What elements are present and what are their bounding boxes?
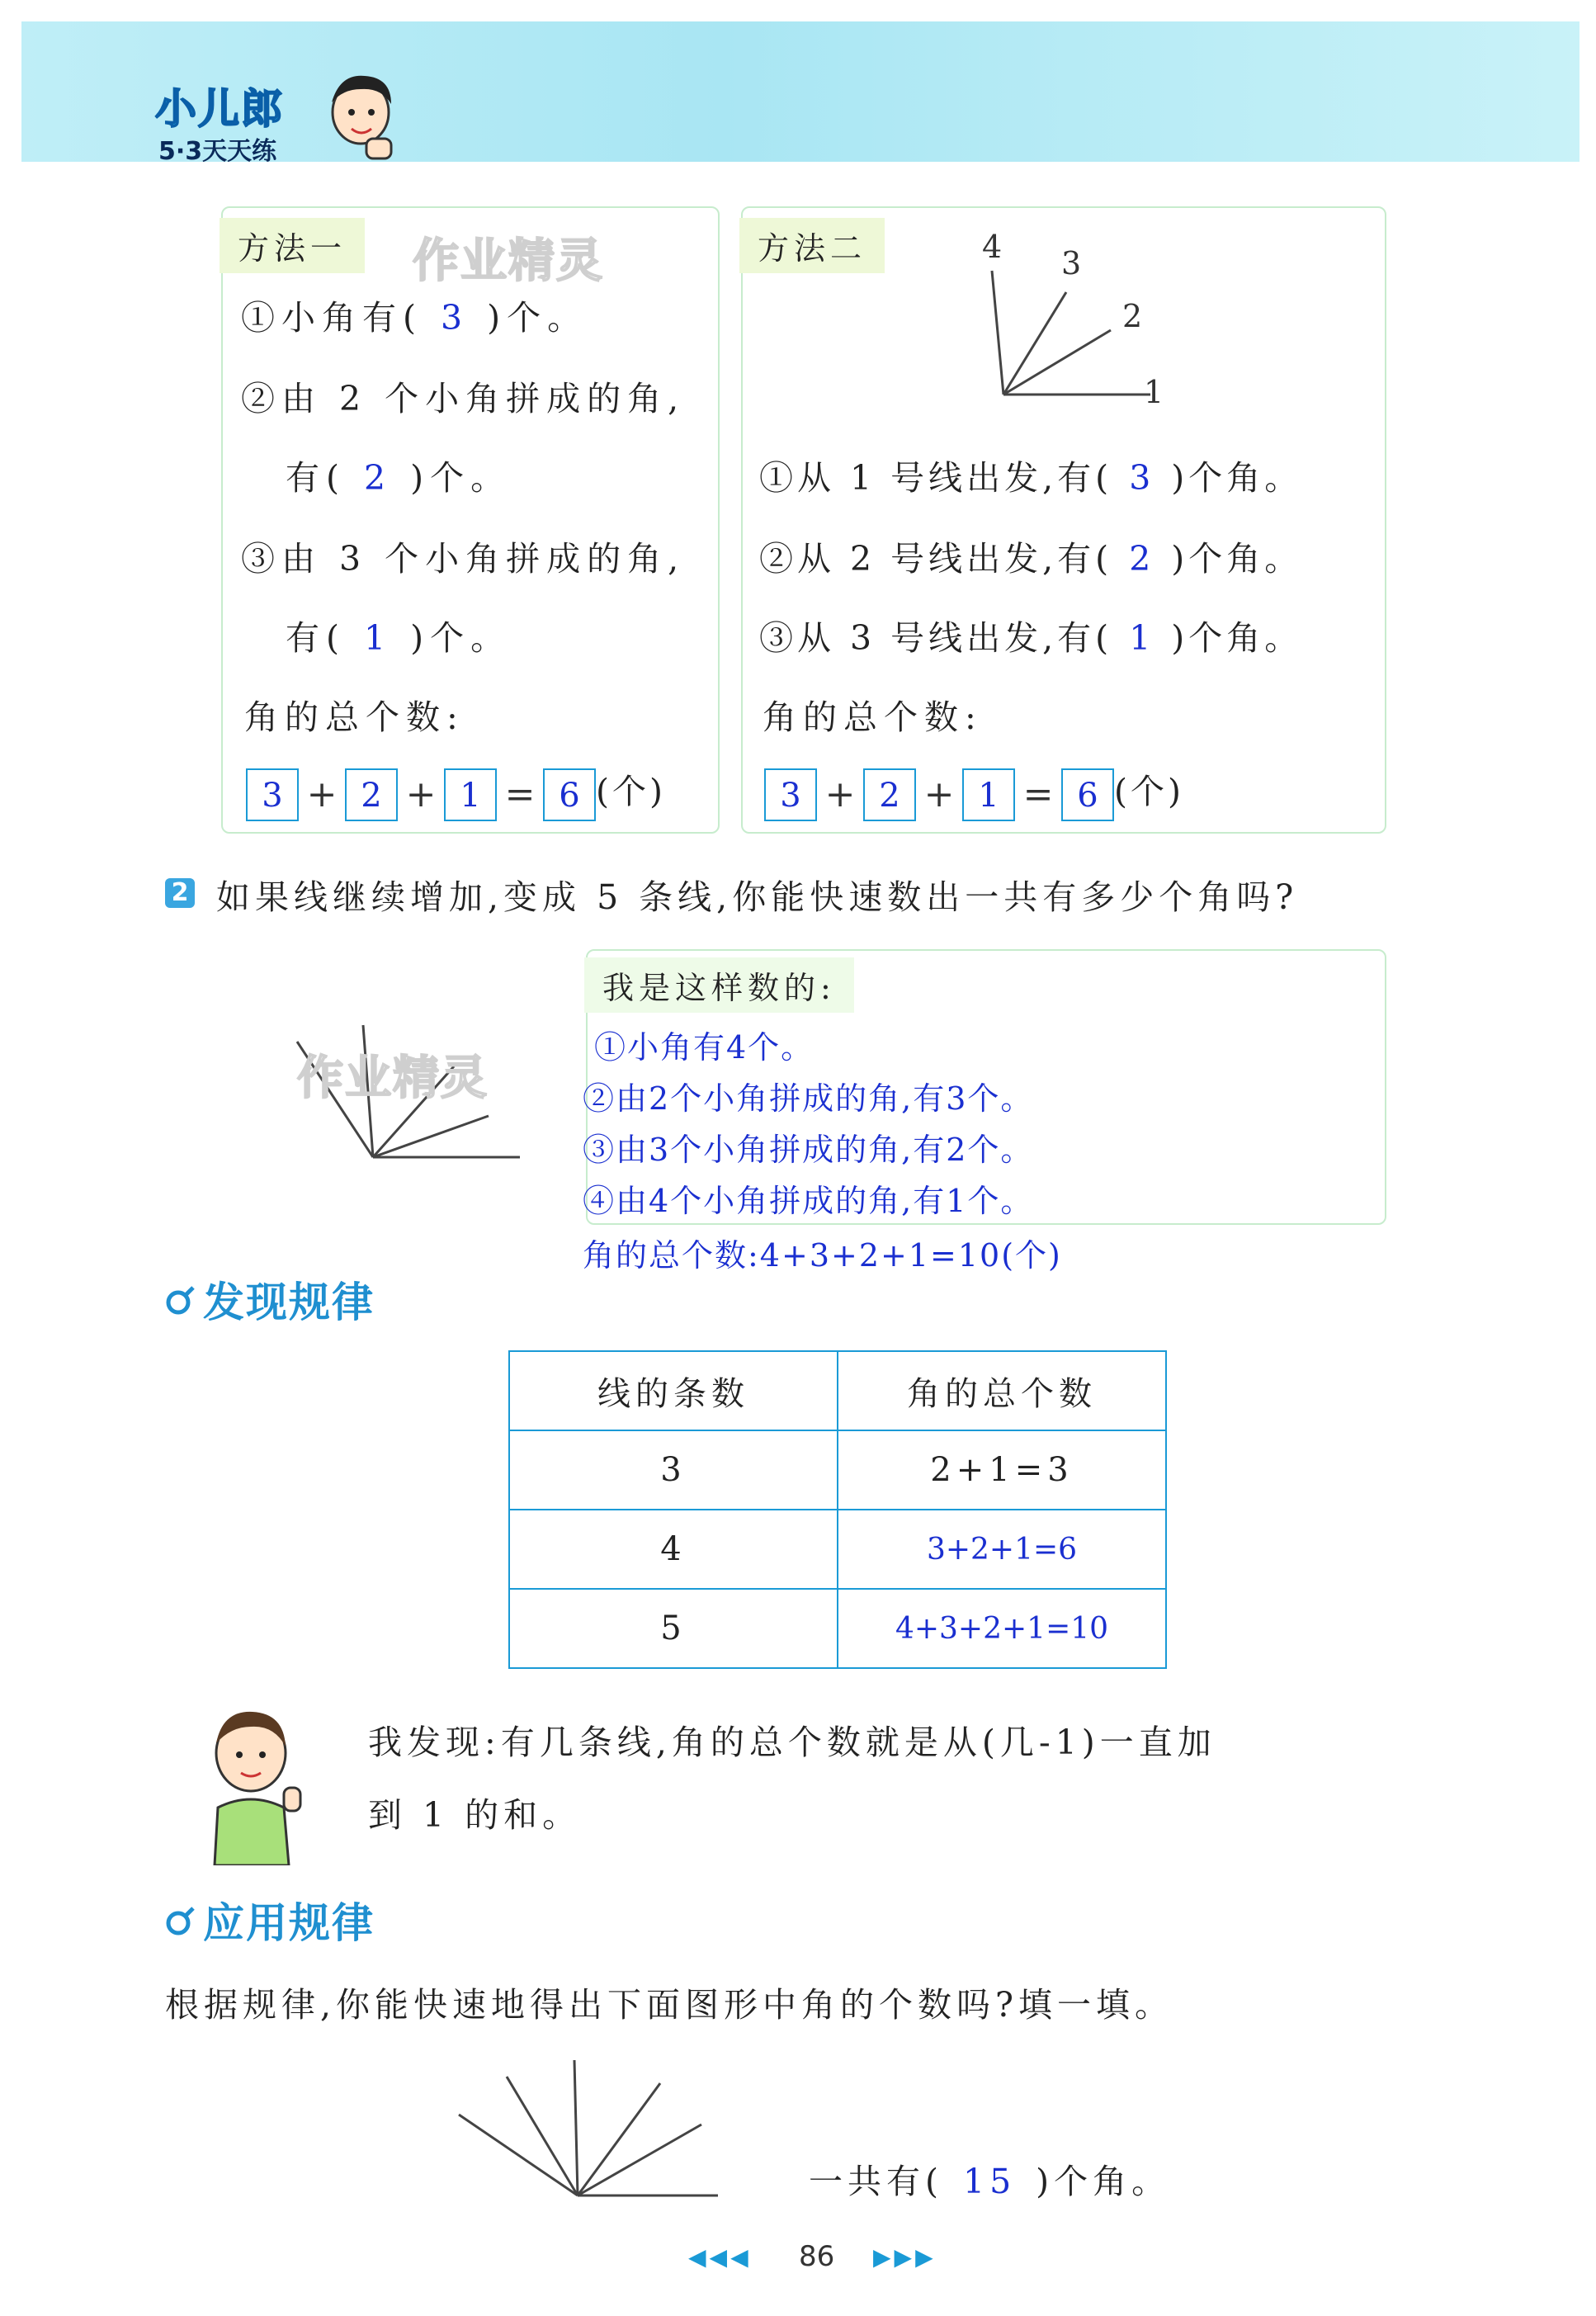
answer-total-angles: 15 [963, 2162, 1017, 2201]
answer-from-line-1: 3 [1129, 458, 1155, 498]
pattern-table [508, 1350, 1167, 1669]
method-two-line2: ②从 2 号线出发,有( 2 )个角。 [759, 539, 1303, 579]
ray-label-1: 1 [1144, 374, 1164, 410]
method-one-line2b: 有( 2 )个。 [286, 458, 512, 498]
answer-from-line-2: 2 [1129, 539, 1155, 579]
method-two-tag: 方法二 [739, 218, 885, 273]
discover-section-title: 发现规律 [203, 1279, 375, 1326]
method-two-line1: ①从 1 号线出发,有( 3 )个角。 [759, 458, 1303, 498]
ray-label-3: 3 [1061, 245, 1082, 281]
counting-answer-line: ①小角有4个。 [594, 1029, 815, 1066]
watermark: 作业精灵 [297, 1052, 489, 1105]
equation-box: 3 [246, 768, 299, 821]
method-two-total-label: 角的总个数: [763, 697, 983, 737]
table-header: 线的条数 [509, 1351, 838, 1430]
table-cell: 2+1=3 [838, 1430, 1166, 1510]
four-ray-angle-diagram [949, 223, 1180, 413]
method-two-line3: ③从 3 号线出发,有( 1 )个角。 [759, 618, 1303, 658]
counting-answer-line: ③由3个小角拼成的角,有2个。 [583, 1132, 1034, 1168]
answer-three-angle: 1 [364, 618, 393, 658]
table-header: 角的总个数 [838, 1351, 1166, 1430]
method-two-equation: 3 + 2 + 1 = 6 (个) [764, 764, 1184, 821]
table-row [509, 1589, 1166, 1668]
method-one-equation: 3 + 2 + 1 = 6 (个) [246, 764, 666, 821]
question-2-text: 如果线继续增加,变成 5 条线,你能快速数出一共有多少个角吗? [216, 877, 1299, 917]
counting-answer-line: ④由4个小角拼成的角,有1个。 [583, 1183, 1034, 1219]
equation-box: 6 [1061, 768, 1114, 821]
section-marker-icon [163, 1284, 196, 1317]
counting-answer-total: 角的总个数:4+3+2+1=10(个) [583, 1237, 1062, 1274]
table-cell: 5 [509, 1589, 838, 1668]
table-answer-cell: 3+2+1=6 [838, 1510, 1166, 1589]
equation-box: 1 [444, 768, 497, 821]
section-marker-icon [163, 1905, 196, 1938]
table-answer-cell: 4+3+2+1=10 [838, 1589, 1166, 1668]
apply-answer-line: 一共有( 15 )个角。 [809, 2162, 1171, 2201]
previous-page-icon[interactable]: ◀◀◀ [688, 2243, 752, 2271]
equation-box: 1 [962, 768, 1015, 821]
ray-label-4: 4 [982, 229, 1003, 265]
counting-answer-line: ②由2个小角拼成的角,有3个。 [583, 1080, 1034, 1117]
apply-prompt: 根据规律,你能快速地得出下面图形中角的个数吗?填一填。 [165, 1985, 1174, 2025]
method-one-total-label: 角的总个数: [244, 697, 465, 737]
answer-small-angles: 3 [441, 298, 470, 338]
counting-box-title: 我是这样数的: [584, 957, 854, 1013]
table-cell: 4 [509, 1510, 838, 1589]
watermark: 作业精灵 [413, 234, 604, 288]
equation-box: 3 [764, 768, 817, 821]
equation-box: 6 [543, 768, 596, 821]
apply-section-title: 应用规律 [203, 1899, 375, 1947]
ray-label-2: 2 [1122, 298, 1143, 334]
method-one-tag: 方法一 [220, 218, 365, 273]
method-one-line3: ③由 3 个小角拼成的角, [241, 539, 686, 579]
method-one-line1: ①小角有( 3 )个。 [241, 298, 588, 338]
equation-box: 2 [345, 768, 398, 821]
finding-line-2: 到 1 的和。 [368, 1795, 582, 1835]
next-page-icon[interactable]: ▶▶▶ [873, 2243, 937, 2271]
equation-box: 2 [863, 768, 916, 821]
table-row [509, 1430, 1166, 1510]
unit-label: (个) [596, 772, 666, 811]
unit-label: (个) [1114, 772, 1184, 811]
six-ray-angle-diagram [454, 2055, 734, 2204]
cartoon-boy-icon [323, 69, 398, 162]
table-header-row [509, 1351, 1166, 1430]
table-row [509, 1510, 1166, 1589]
logo-title: 小儿郎 [155, 85, 284, 133]
answer-two-angle: 2 [364, 458, 393, 498]
method-one-line3b: 有( 1 )个。 [286, 618, 512, 658]
finding-line-1: 我发现:有几条线,角的总个数就是从(几-1)一直加 [368, 1723, 1216, 1762]
logo-subtitle: 5·3天天练 [158, 137, 277, 166]
table-cell: 3 [509, 1430, 838, 1510]
answer-from-line-3: 1 [1129, 618, 1155, 658]
page-number: 86 [799, 2240, 835, 2273]
question-number-badge: 2 [165, 878, 195, 908]
method-one-line2: ②由 2 个小角拼成的角, [241, 379, 686, 418]
thinking-boy-illustration [198, 1700, 314, 1865]
